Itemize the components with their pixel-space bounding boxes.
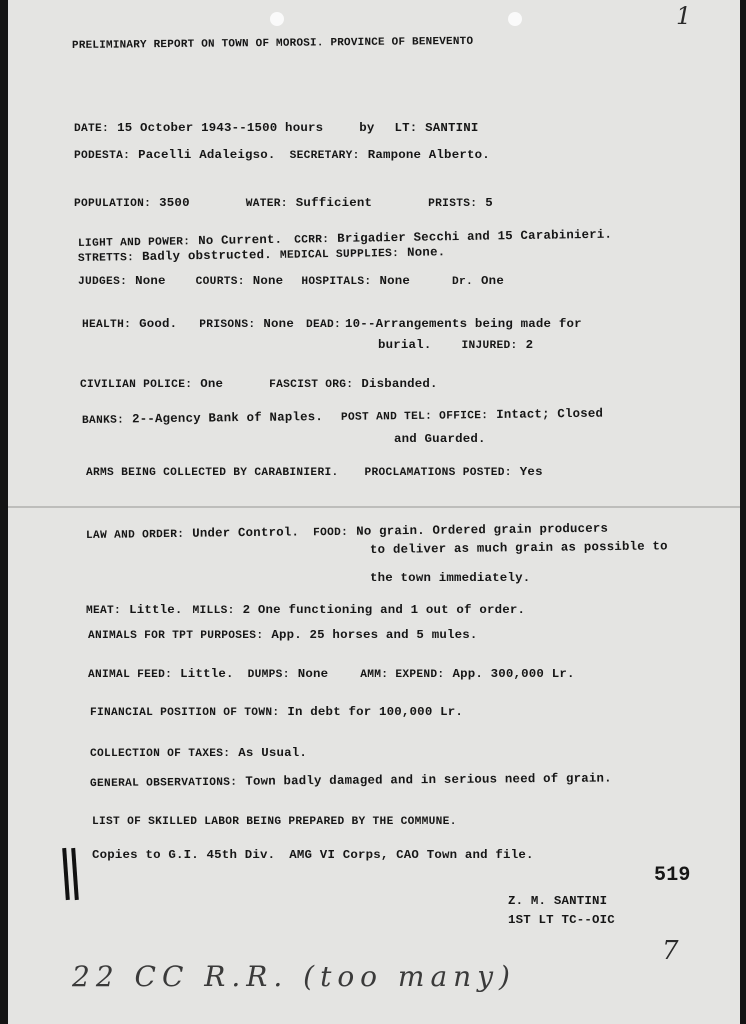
health-label: HEALTH: [82,319,132,331]
fascist-value: Disbanded. [361,377,438,391]
taxes-label: COLLECTION OF TAXES: [90,748,231,760]
courts-label: COURTS: [195,276,245,288]
arms-line [86,465,543,479]
by-value: LT: SANTINI [394,121,479,135]
dr-label: Dr. [452,276,474,288]
light-label: LIGHT AND POWER: [77,236,191,250]
margin-mark [71,848,79,900]
copies-label: Copies to G.I. 45th Div. [92,848,276,862]
banks-value: 2--Agency Bank of Naples. [132,410,324,427]
food-line2: to deliver as much grain as possible to [369,539,668,557]
priests-value: 5 [485,196,493,210]
dumps-label: DUMPS: [247,669,290,681]
light-value: No Current. [198,232,283,249]
post-cont-line: and Guarded. [394,432,486,446]
meat-value: Little. [129,603,183,617]
animals-value: App. 25 horses and 5 mules. [271,628,478,642]
dead-cont: burial. [378,338,432,352]
meat-label: MEAT: [86,605,122,617]
dead-value: 10--Arrangements being made for [345,317,582,331]
observations-value: Town badly damaged and in serious need of grain. [245,771,612,789]
observations-line [90,771,612,790]
financial-value: In debt for 100,000 Lr. [287,705,463,719]
by-label: by [359,121,375,135]
animals-line [88,628,478,642]
post-value: Intact; Closed [496,406,604,422]
taxes-line [90,746,307,760]
prisons-label: PRISONS: [199,319,256,331]
prisons-value: None [263,317,294,331]
handwritten-corner-mark: 7 [662,936,679,966]
signature-name: Z. M. SANTINI [508,894,608,908]
dumps-value: None [297,667,329,681]
secretary-value: Rampone Alberto. [367,148,490,162]
financial-label: FINANCIAL POSITION OF TOWN: [90,707,280,719]
feed-line [88,667,575,681]
margin-mark [62,848,70,900]
date-value: 15 October 1943--1500 hours [117,121,324,135]
podesta-value: Pacelli Adaleigso. [138,148,276,162]
police-line [80,377,438,391]
streets-value: Badly obstructed. [141,247,273,264]
handwritten-note: 22 CC R.R. (too many) [72,960,516,993]
banks-line [82,407,603,427]
taxes-value: As Usual. [238,746,308,760]
health-value: Good. [139,317,178,331]
priests-label: PRISTS: [428,198,478,210]
banks-label: BANKS: [81,414,125,427]
population-label: POPULATION: [74,198,152,210]
ccrr-label: CCRR: [294,234,330,247]
judges-value: None [135,274,166,288]
podesta-line [74,148,490,162]
population-value: 3500 [159,196,190,210]
financial-line [90,705,463,719]
injured-value: 2 [525,338,534,352]
arms-label: ARMS BEING COLLECTED BY CARABINIERI. [86,467,339,479]
dr-value: One [481,274,504,288]
hospitals-label: HOSPITALS: [301,276,372,288]
water-value: Sufficient [295,196,373,210]
report-title: PRELIMINARY REPORT ON TOWN OF MOROSI. PROVINCE OF BENEVENTO [71,35,474,52]
food-line3: the town immediately. [370,571,531,585]
document-number: 519 [654,864,691,887]
post-label: POST AND TEL: OFFICE: [340,410,489,424]
date-label: DATE: [74,123,110,135]
medical-label: MEDICAL SUPPLIES: [279,247,400,262]
health-line [82,317,582,331]
skilled-line [92,814,457,828]
water-label: WATER: [245,198,288,210]
amm-label: AMM: EXPEND: [360,669,445,681]
mills-label: MILLS: [192,605,235,617]
food-label: FOOD: [313,526,349,540]
judges-line [78,274,504,288]
feed-label: ANIMAL FEED: [88,669,173,681]
signature-title: 1ST LT TC--OIC [508,913,615,927]
secretary-label: SECRETARY: [289,150,360,162]
medical-value: None. [407,245,446,260]
law-line [86,522,608,542]
injured-label: INJURED: [461,340,518,352]
punch-hole [508,12,522,26]
copies-value: AMG VI Corps, CAO Town and file. [289,848,534,862]
police-label: CIVILIAN POLICE: [80,379,193,391]
hospitals-value: None [379,274,410,288]
mills-value: 2 One functioning and 1 out of order. [242,603,526,617]
meat-line [86,603,525,617]
proclamations-label: PROCLAMATIONS POSTED: [364,467,512,479]
food-line1: No grain. Ordered grain producers [356,521,609,539]
copies-line [92,848,534,862]
law-label: LAW AND ORDER: [85,528,185,542]
courts-value: None [252,274,284,288]
podesta-label: PODESTA: [74,150,131,162]
judges-label: JUDGES: [78,276,128,288]
page-number: 1 [676,2,692,30]
amm-value: App. 300,000 Lr. [452,667,575,681]
document-page [8,0,740,1024]
date-line [74,121,479,135]
streets-label: STRETTS: [77,252,135,265]
dead-label: DEAD: [305,319,342,331]
skilled-label: LIST OF SKILLED LABOR BEING PREPARED BY THE COMMUNE. [92,816,457,828]
population-line [74,196,493,210]
feed-value: Little. [180,667,234,681]
punch-hole [270,12,284,26]
health-cont-line [378,338,533,352]
animals-label: ANIMALS FOR TPT PURPOSES: [88,630,264,642]
proclamations-value: Yes [519,465,543,479]
observations-label: GENERAL OBSERVATIONS: [89,776,238,790]
ccrr-value: Brigadier Secchi and 15 Carabinieri. [337,227,613,246]
police-value: One [200,377,224,391]
fascist-label: FASCIST ORG: [269,379,354,391]
law-value: Under Control. [192,525,300,541]
